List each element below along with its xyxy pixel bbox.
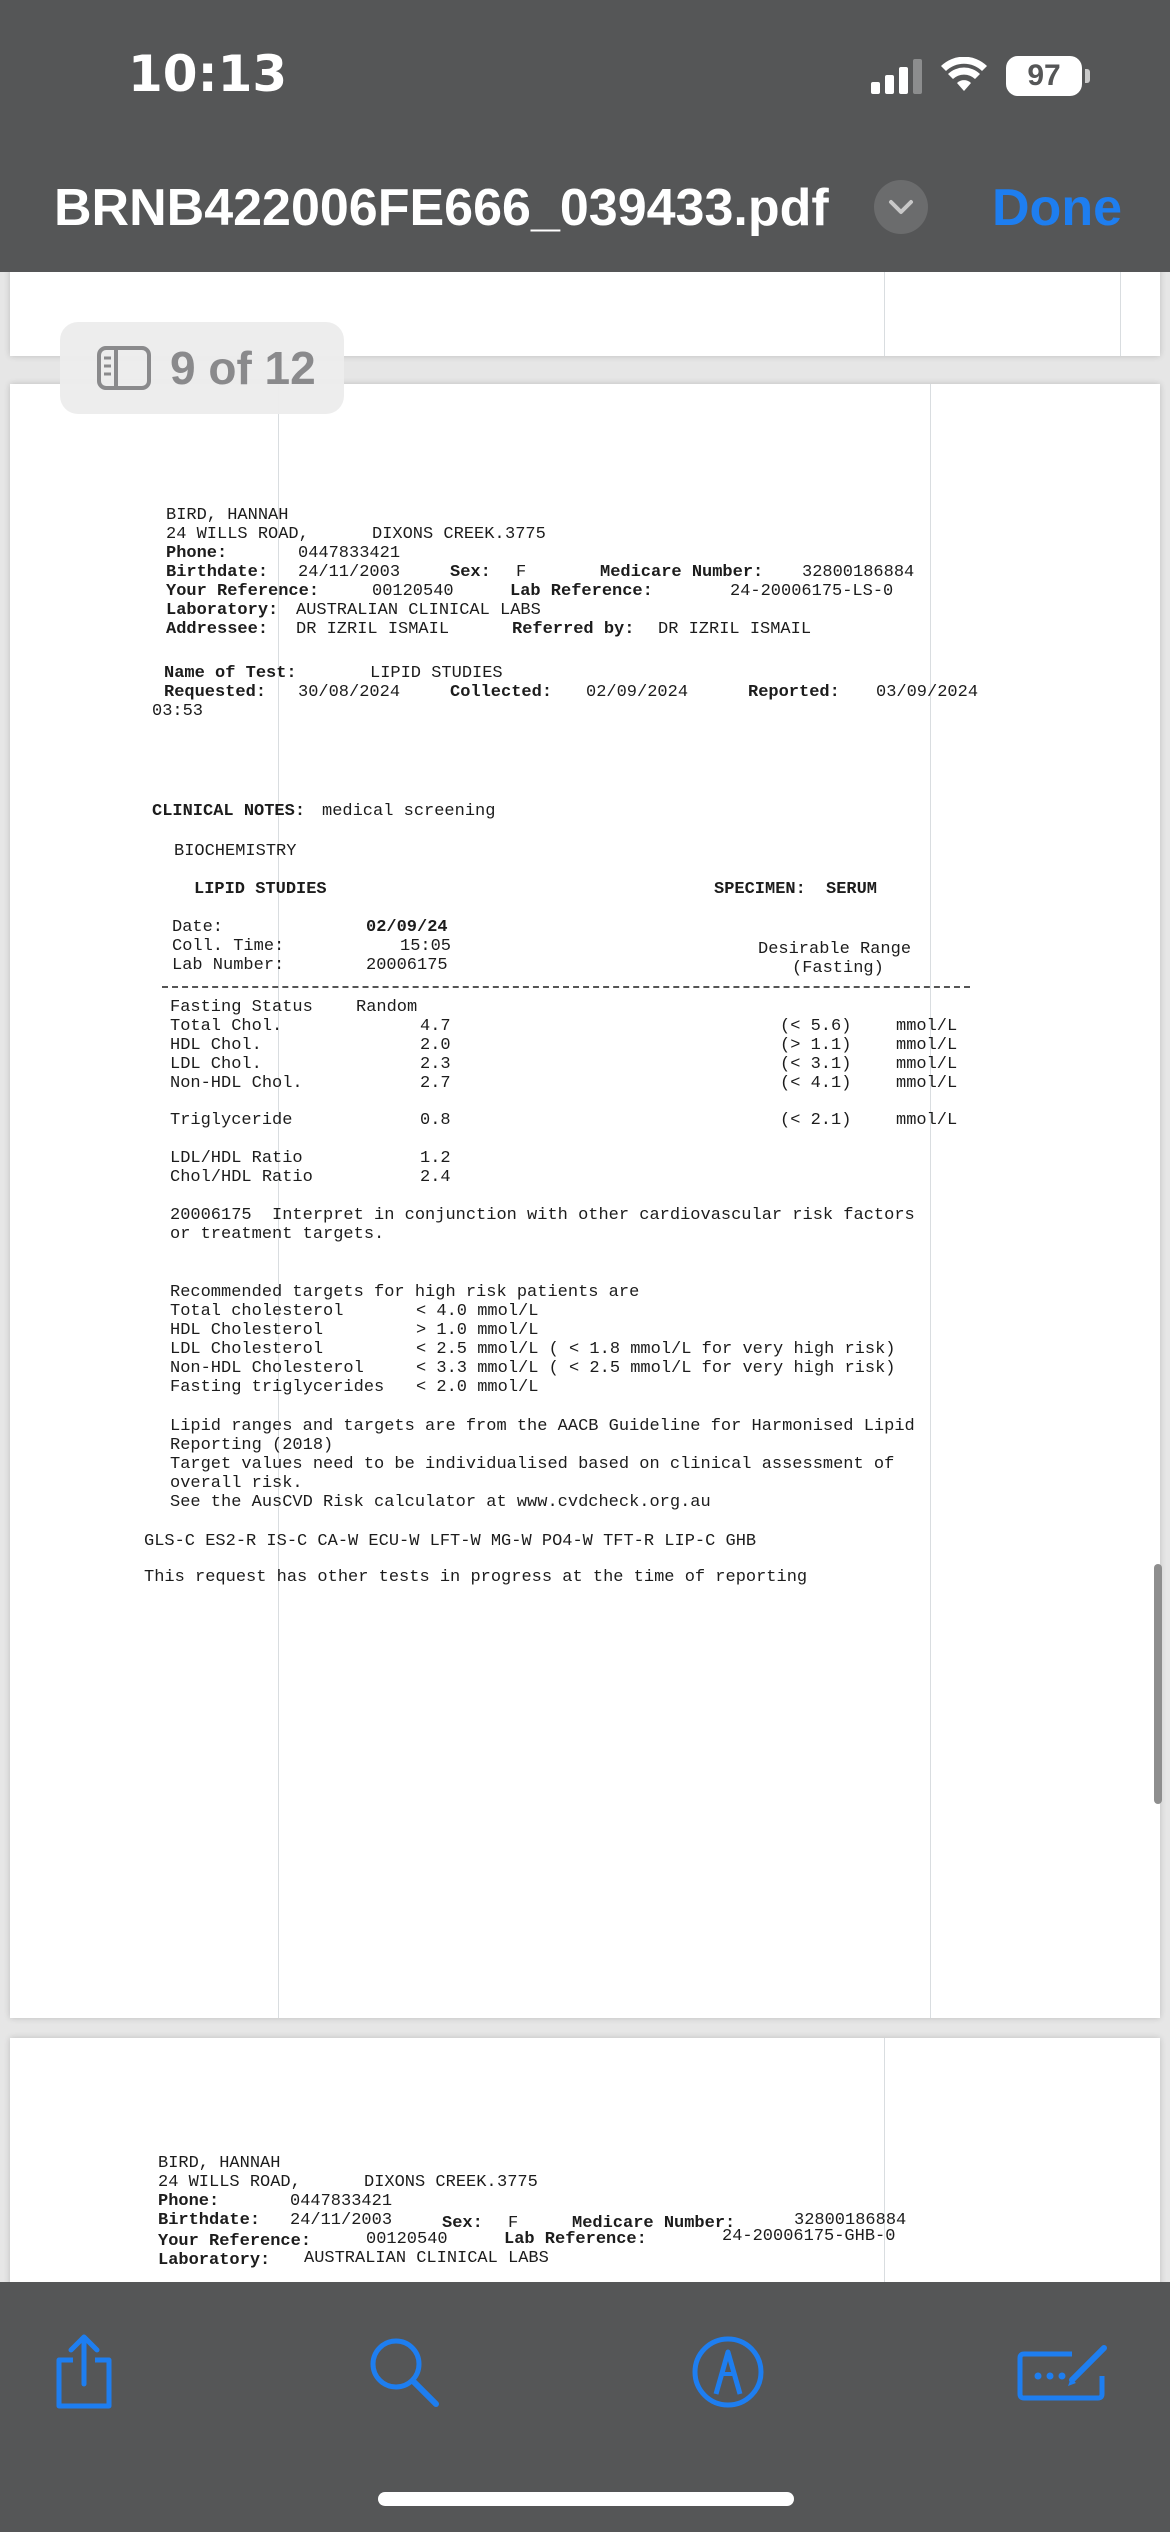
fasting-status-label: Fasting Status	[170, 998, 313, 1017]
addressee-label: Addressee:	[166, 620, 269, 639]
next-patient-suburb: DIXONS CREEK.	[364, 2173, 497, 2192]
top-bar	[0, 0, 1170, 272]
referred-label: Referred by:	[512, 620, 635, 639]
home-indicator	[378, 2492, 794, 2506]
next-your-reference-label: Your Reference:	[158, 2232, 312, 2251]
next-medicare-value: 32800186884	[794, 2211, 907, 2230]
status-time: 10:13	[128, 45, 288, 103]
patient-suburb: DIXONS CREEK.	[372, 525, 505, 544]
reported-time: 03:53	[152, 702, 204, 721]
done-button[interactable]: Done	[992, 179, 1122, 237]
document-title: BRNB422006FE666_039433.pdf	[54, 179, 829, 237]
next-patient-name: BIRD, HANNAH	[158, 2154, 281, 2173]
chevron-down-icon	[888, 199, 914, 215]
coll-time-label: Coll. Time:	[172, 937, 285, 956]
next-birthdate-label: Birthdate:	[158, 2211, 261, 2230]
next-patient-postcode: 3775	[497, 2173, 538, 2192]
laboratory-label: Laboratory:	[166, 601, 279, 620]
next-lab-reference-value: 24-20006175-GHB-0	[722, 2227, 896, 2246]
your-reference-label: Your Reference:	[166, 582, 320, 601]
in-progress-note: This request has other tests in progress at the time of reporting	[144, 1568, 808, 1587]
your-reference-value: 00120540	[372, 582, 454, 601]
result-row: Total Chol. 4.7 (< 5.6) mmol/L	[170, 1017, 958, 1036]
clinical-notes-value: medical screening	[322, 802, 496, 821]
lab-number-label: Lab Number:	[172, 956, 285, 975]
interpret-line-2: or treatment targets.	[170, 1225, 385, 1244]
search-button[interactable]	[356, 2324, 452, 2420]
current-page[interactable]: BIRD, HANNAH 24 WILLS ROAD, DIXONS CREEK. 3775 Phone: 0447833421 Birthdate: 24/11/2003 Sex: F Medicare Number: 32800186884 Your Reference: 00120540 Lab Reference: 24-20006175-LS-0 Laboratory: AUSTRALIAN CLINICAL LABS Addressee: DR IZRIL ISMAIL Referred by: DR IZRIL ISMAIL Name of Test: LIPID STUDIES Requested: 30/08/2024 Collected: 02/09/2024 Reported: 03/09/2024 03:53 CLINICAL NOTES: medical screening BIOCHEMISTRY LIPID STUDIES SPECIMEN: SERUM Date: 02/09/24 Coll. Time: 15:05 Desirable Range Lab Number: 20006175 (Fasting) Fasting Status Random Total Chol. 4.7 (< 5.6) mmol/L HDL Chol. 2.0 (> 1.1) mmol/L LDL Chol. 2.3 (< 3.1) mmol/L Non-HDL Chol. 2.7 (< 4.1) mmol/L Triglyceride 0.8 (< 2.1) mmol/L LDL/HDL Ratio 1.2 Chol/HDL Ratio 2.4 20006175 Interpret in conjunction with other cardiovascular risk factors or treatment targets. Recommended targets for high risk patients are Total cholesterol < 4.0 mmol/L HDL Cholesterol > 1.0 mmol/L LDL Cholesterol < 2.5 mmol/L ( < 1.8 mmol/L for very high risk) Non-HDL Cholesterol < 3.3 mmol/L ( < 2.5 mmol/L for very high risk) Fasting triglycerides < 2.0 mmol/L Lipid ranges and targets are from the AACB Guideline for Harmonised Lipid Reporting (2018) Target values need to be individualised based on clinical assessment of overall risk. See the AusCVD Risk calculator at www.cvdcheck.org.au GLS-C ES2-R IS-C CA-W ECU-W LFT-W MG-W PO4-W TFT-R LIP-C GHB This request has other tests in progress at the time of reporting	[10, 384, 1160, 2018]
page-indicator[interactable]	[60, 322, 344, 414]
date-label: Date:	[172, 918, 224, 937]
sex-label: Sex:	[450, 563, 491, 582]
laboratory-value: AUSTRALIAN CLINICAL LABS	[296, 601, 541, 620]
reported-label: Reported:	[748, 683, 840, 702]
battery-icon	[1006, 56, 1090, 96]
fasting-heading: (Fasting)	[792, 959, 884, 978]
next-medicare-label: Medicare Number:	[572, 2214, 736, 2233]
share-button[interactable]	[36, 2324, 132, 2420]
wifi-icon	[940, 57, 988, 95]
desirable-range-heading: Desirable Range	[758, 940, 912, 959]
phone-value: 0447833421	[298, 544, 401, 563]
next-phone-value: 0447833421	[290, 2192, 393, 2211]
patient-address: 24 WILLS ROAD,	[166, 525, 309, 544]
coll-time-value: 15:05	[400, 937, 452, 956]
patient-name: BIRD, HANNAH	[166, 506, 289, 525]
medicare-value: 32800186884	[802, 563, 915, 582]
sidebar-icon	[96, 345, 152, 391]
reported-value: 03/09/2024	[876, 683, 979, 702]
fasting-status-value: Random	[356, 998, 418, 1017]
battery-level: 97	[1006, 56, 1082, 96]
guideline-line: Reporting (2018)	[170, 1436, 334, 1455]
requested-label: Requested:	[164, 683, 267, 702]
cellular-signal-icon	[871, 58, 922, 94]
title-menu-button[interactable]	[874, 180, 928, 234]
interpret-line-1: 20006175 Interpret in conjunction with other cardiovascular risk factors	[170, 1206, 915, 1225]
lab-number-value: 20006175	[366, 956, 448, 975]
next-birthdate-value: 24/11/2003	[290, 2211, 393, 2230]
guideline-line: overall risk.	[170, 1474, 303, 1493]
search-icon	[366, 2334, 442, 2410]
collected-value: 02/09/2024	[586, 683, 689, 702]
form-fill-button[interactable]	[1014, 2324, 1114, 2420]
results-divider	[162, 986, 970, 988]
birthdate-label: Birthdate:	[166, 563, 269, 582]
addressee-value: DR IZRIL ISMAIL	[296, 620, 450, 639]
markup-button[interactable]	[680, 2324, 776, 2420]
test-name-value: LIPID STUDIES	[370, 664, 503, 683]
birthdate-value: 24/11/2003	[298, 563, 401, 582]
form-fill-icon	[1016, 2340, 1112, 2404]
sex-value: F	[516, 563, 527, 582]
next-sex-label: Sex:	[442, 2214, 483, 2233]
next-laboratory-value: AUSTRALIAN CLINICAL LABS	[304, 2249, 549, 2268]
next-phone-label: Phone:	[158, 2192, 220, 2211]
specimen-label: SPECIMEN:	[714, 880, 806, 899]
guideline-line: Lipid ranges and targets are from the AACB Guideline for Harmonised Lipid	[170, 1417, 915, 1436]
next-sex-value: F	[508, 2214, 519, 2233]
test-name-label: Name of Test:	[164, 664, 297, 683]
collected-label: Collected:	[450, 683, 553, 702]
clinical-notes-label: CLINICAL NOTES:	[152, 802, 306, 821]
medicare-label: Medicare Number:	[600, 563, 764, 582]
phone-label: Phone:	[166, 544, 228, 563]
next-patient-address: 24 WILLS ROAD,	[158, 2173, 301, 2192]
next-page[interactable]	[10, 2038, 1160, 2282]
patient-postcode: 3775	[505, 525, 546, 544]
status-icons	[871, 54, 1090, 98]
study-title: LIPID STUDIES	[194, 880, 327, 899]
next-your-reference-value: 00120540	[366, 2230, 448, 2249]
next-laboratory-label: Laboratory:	[158, 2251, 271, 2270]
scrollbar[interactable]	[1154, 1564, 1162, 1804]
referred-value: DR IZRIL ISMAIL	[658, 620, 812, 639]
date-value: 02/09/24	[366, 918, 448, 937]
share-icon	[49, 2332, 119, 2412]
guideline-line: See the AusCVD Risk calculator at www.cvdcheck.org.au	[170, 1493, 711, 1512]
specimen-value: SERUM	[826, 880, 878, 899]
targets-heading: Recommended targets for high risk patients are	[170, 1283, 640, 1302]
markup-icon	[690, 2334, 766, 2410]
result-row: LDL Chol. 2.3 (< 3.1) mmol/L	[170, 1055, 958, 1074]
test-codes: GLS-C ES2-R IS-C CA-W ECU-W LFT-W MG-W PO4-W TFT-R LIP-C GHB	[144, 1532, 757, 1551]
lab-reference-label: Lab Reference:	[510, 582, 653, 601]
next-lab-reference-label: Lab Reference:	[504, 2230, 647, 2249]
lab-reference-value: 24-20006175-LS-0	[730, 582, 894, 601]
section-heading: BIOCHEMISTRY	[174, 842, 297, 861]
result-row: HDL Chol. 2.0 (> 1.1) mmol/L	[170, 1036, 958, 1055]
pdf-viewer[interactable]	[0, 272, 1170, 2282]
page-indicator-label: 9 of 12	[170, 342, 316, 394]
guideline-line: Target values need to be individualised based on clinical assessment of	[170, 1455, 895, 1474]
requested-value: 30/08/2024	[298, 683, 401, 702]
